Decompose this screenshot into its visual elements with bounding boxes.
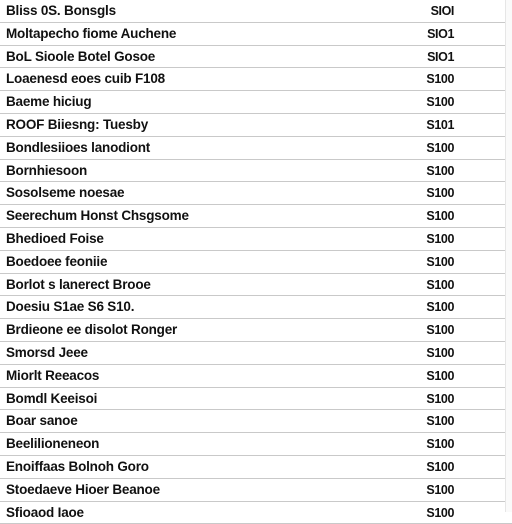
row-label: Miorlt Reeacos xyxy=(6,367,100,383)
row-label: Bornhiesoon xyxy=(6,162,88,178)
row-label: Bondlesiioes lanodiont xyxy=(6,139,151,155)
row-label: Moltapecho fiome Auchene xyxy=(6,25,177,41)
list-row[interactable] xyxy=(0,388,512,411)
row-value: SIOI xyxy=(430,4,454,18)
list-row[interactable] xyxy=(0,91,512,114)
row-value: S100 xyxy=(426,300,454,315)
row-value: S100 xyxy=(426,505,454,520)
row-value: S100 xyxy=(426,95,454,110)
row-label: Enoiffaas Bolnoh Goro xyxy=(6,459,149,474)
row-label: Smorsd Jeee xyxy=(6,345,88,360)
list-row[interactable] xyxy=(0,342,512,365)
row-value: S100 xyxy=(426,163,454,178)
row-label: BoL Sioole Botel Gosoe xyxy=(6,48,156,64)
row-value: S100 xyxy=(426,232,454,246)
list-row[interactable] xyxy=(0,205,512,228)
row-value: S100 xyxy=(426,437,454,452)
scrollbar-track[interactable] xyxy=(505,0,512,512)
row-label: Boar sanoe xyxy=(6,413,78,429)
list-row[interactable] xyxy=(0,46,512,69)
row-value: S100 xyxy=(426,277,454,292)
row-label: Borlot s lanerect Brooe xyxy=(6,276,151,292)
list-row[interactable] xyxy=(0,228,512,251)
list-row[interactable] xyxy=(0,68,512,91)
row-value: S100 xyxy=(426,414,454,429)
row-value: S100 xyxy=(426,368,454,383)
row-label: Seerechum Honst Chsgsome xyxy=(6,208,189,224)
list-row[interactable] xyxy=(0,0,512,23)
list-row[interactable] xyxy=(0,319,512,342)
row-value: S100 xyxy=(426,346,454,360)
row-label: Doesiu S1ae S6 S10. xyxy=(6,299,135,315)
row-value: S100 xyxy=(426,254,454,269)
list-row[interactable] xyxy=(0,456,512,479)
row-value: SIO1 xyxy=(427,49,454,64)
row-value: SIO1 xyxy=(427,26,454,41)
list-row[interactable] xyxy=(0,365,512,388)
list-row[interactable] xyxy=(0,23,512,46)
row-value: S101 xyxy=(426,118,454,132)
list-row[interactable] xyxy=(0,114,512,137)
list-row[interactable] xyxy=(0,160,512,183)
row-label: Brdieone ee disolot Ronger xyxy=(6,322,178,338)
row-value: S100 xyxy=(426,209,454,224)
row-label: Bhedioed Foise xyxy=(6,231,104,246)
list-row[interactable] xyxy=(0,182,512,205)
row-label: Bliss 0S. Bonsgls xyxy=(6,3,116,18)
row-label: Loaenesd eoes cuib F108 xyxy=(6,71,165,87)
row-value: S100 xyxy=(426,482,454,497)
row-label: Baeme hiciug xyxy=(6,94,92,110)
list-row[interactable] xyxy=(0,502,512,524)
list-row[interactable] xyxy=(0,479,512,502)
list-row[interactable] xyxy=(0,137,512,160)
row-label: Sosolseme noesae xyxy=(6,185,125,201)
row-value: S100 xyxy=(426,323,454,338)
row-label: Stoedaeve Hioer Beanoe xyxy=(6,481,160,497)
list-row[interactable] xyxy=(0,410,512,433)
row-label: ROOF Biiesng: Tuesby xyxy=(6,117,149,132)
list-row[interactable] xyxy=(0,296,512,319)
row-value: S100 xyxy=(426,140,454,155)
row-value: S100 xyxy=(426,460,454,474)
row-value: S100 xyxy=(426,72,454,87)
row-value: S100 xyxy=(426,186,454,201)
row-label: Boedoee feoniie xyxy=(6,253,108,269)
list-row[interactable] xyxy=(0,433,512,456)
list-row[interactable] xyxy=(0,251,512,274)
row-value: S100 xyxy=(426,391,454,406)
row-label: Sfioaod Iaoe xyxy=(6,504,84,520)
row-label: Bomdl Keeisoi xyxy=(6,390,98,406)
list-row[interactable] xyxy=(0,274,512,297)
row-label: Beelilioneneon xyxy=(6,436,100,452)
